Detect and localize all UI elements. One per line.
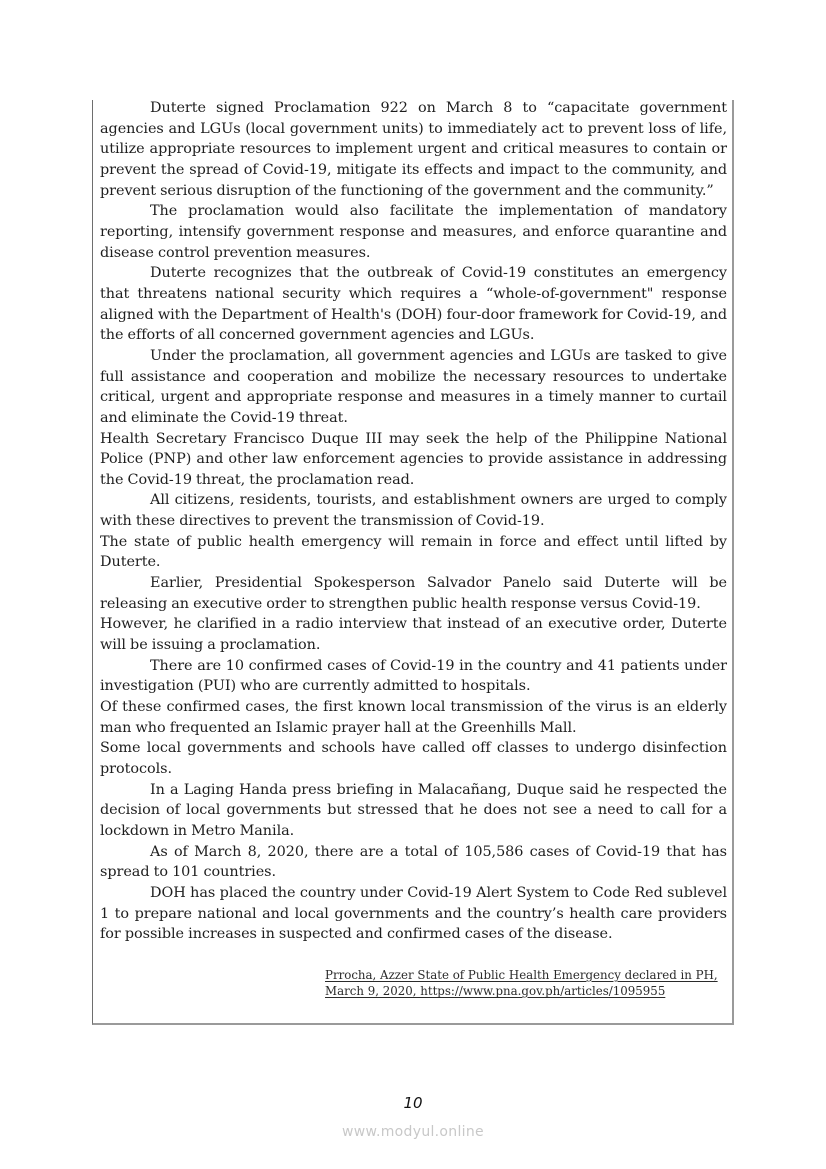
paragraph: As of March 8, 2020, there are a total of 105,586 cases of Covid-19 that has spread to 101 countries.: [100, 843, 727, 881]
paragraph: Earlier, Presidential Spokesperson Salvador Panelo said Duterte will be releasing an executive order to strengthen public health response versus Covid-19.: [100, 575, 727, 612]
page-number: 10: [403, 1094, 423, 1112]
paragraph: DOH has placed the country under Covid-19 Alert System to Code Red sublevel 1 to prepare national and local governments and the country’s health care providers for possible increases in suspected and confirmed cases of the disease.: [100, 884, 727, 943]
paragraph: However, he clarified in a radio interview that instead of an executive order, Duterte will be issuing a proclamation.: [100, 616, 727, 654]
paragraph: Duterte recognizes that the outbreak of Covid-19 constitutes an emergency that threatens national security which requires a “whole-of-government" response aligned with the Department of Health's (DOH) four-door framework for Covid-19, and the efforts of all concerned government agencies and LGUs.: [100, 265, 727, 344]
citation-line: Prrocha, Azzer State of Public Health Emergency declared in PH,: [325, 968, 718, 982]
paragraph: Under the proclamation, all government agencies and LGUs are tasked to give full assistance and cooperation and mobilize the necessary resources to undertake critical, urgent and appropriate response and measures in a timely manner to curtail and eliminate the Covid-19 threat.: [100, 347, 727, 426]
paragraph: The proclamation would also facilitate the implementation of mandatory reporting, intensify government response and measures, and enforce quarantine and disease control prevention measures.: [100, 203, 727, 261]
paragraph: All citizens, residents, tourists, and establishment owners are urged to comply with these directives to prevent the transmission of Covid-19.: [100, 492, 727, 530]
article-body: [100, 98, 727, 945]
paragraph: Health Secretary Francisco Duque III may seek the help of the Philippine National Police (PNP) and other law enforcement agencies to provide assistance in addressing the Covid-19 threat, the proclamation read.: [100, 430, 727, 488]
paragraph: There are 10 confirmed cases of Covid-19 in the country and 41 patients under investigation (PUI) who are currently admitted to hospitals.: [100, 657, 727, 695]
watermark: www.modyul.online: [342, 1124, 484, 1140]
paragraph: Duterte signed Proclamation 922 on March 8 to “capacitate government agencies and LGUs (local government units) to immediately act to prevent loss of life, utilize appropriate resources to implement urgent and critical measures to contain or prevent the spread of Covid-19, mitigate its effects and impact to the community, and prevent serious disruption of the functioning of the government and the community.”: [100, 100, 727, 199]
paragraph: Some local governments and schools have called off classes to undergo disinfection protocols.: [100, 740, 727, 777]
paragraph: In a Laging Handa press briefing in Malacañang, Duque said he respected the decision of local governments but stressed that he does not see a need to call for a lockdown in Metro Manila.: [100, 781, 727, 839]
citation-line: March 9, 2020, https://www.pna.gov.ph/articles/1095955: [325, 984, 666, 998]
paragraph: The state of public health emergency will remain in force and effect until lifted by Duterte.: [100, 533, 727, 571]
source-citation: [325, 967, 718, 999]
paragraph: Of these confirmed cases, the first known local transmission of the virus is an elderly man who frequented an Islamic prayer hall at the Greenhills Mall.: [100, 699, 727, 736]
